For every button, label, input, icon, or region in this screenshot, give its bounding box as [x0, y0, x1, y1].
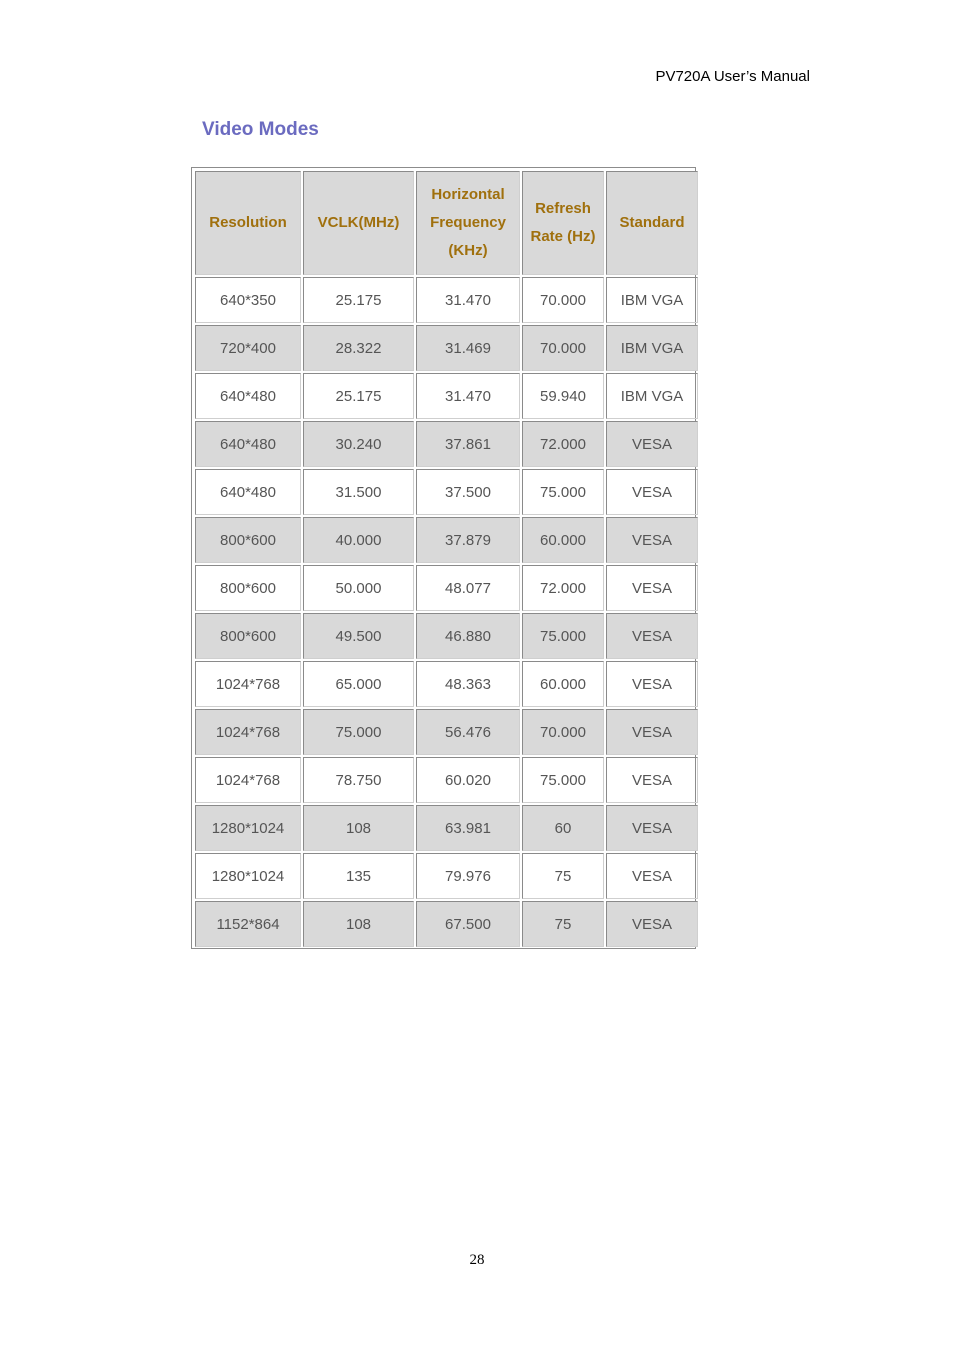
video-modes-table-frame — [191, 167, 696, 949]
cell-standard: VESA — [606, 613, 698, 659]
cell-refresh-rate: 75 — [522, 901, 604, 947]
column-header-vclk: VCLK(MHz) — [303, 171, 414, 275]
cell-vclk: 28.322 — [303, 325, 414, 371]
cell-horizontal-frequency: 60.020 — [416, 757, 520, 803]
cell-vclk: 50.000 — [303, 565, 414, 611]
cell-vclk: 108 — [303, 901, 414, 947]
cell-resolution: 1024*768 — [195, 661, 301, 707]
table-row — [195, 469, 698, 515]
table-row — [195, 853, 698, 899]
cell-resolution: 1280*1024 — [195, 805, 301, 851]
column-header-standard: Standard — [606, 171, 698, 275]
cell-vclk: 31.500 — [303, 469, 414, 515]
column-header-resolution: Resolution — [195, 171, 301, 275]
cell-refresh-rate: 70.000 — [522, 277, 604, 323]
cell-refresh-rate: 59.940 — [522, 373, 604, 419]
running-header: PV720A User’s Manual — [655, 68, 810, 85]
column-header-horizontal-frequency — [416, 171, 520, 275]
table-row — [195, 805, 698, 851]
page-number: 28 — [469, 1252, 485, 1268]
cell-standard: VESA — [606, 805, 698, 851]
cell-horizontal-frequency: 37.861 — [416, 421, 520, 467]
cell-resolution: 800*600 — [195, 565, 301, 611]
cell-standard: VESA — [606, 421, 698, 467]
cell-resolution: 640*350 — [195, 277, 301, 323]
cell-refresh-rate: 70.000 — [522, 709, 604, 755]
video-modes-table — [193, 169, 700, 949]
cell-refresh-rate: 75.000 — [522, 757, 604, 803]
cell-horizontal-frequency: 31.470 — [416, 277, 520, 323]
cell-refresh-rate: 60 — [522, 805, 604, 851]
cell-standard: VESA — [606, 661, 698, 707]
cell-resolution: 720*400 — [195, 325, 301, 371]
cell-refresh-rate: 70.000 — [522, 325, 604, 371]
table-row — [195, 373, 698, 419]
cell-standard: VESA — [606, 709, 698, 755]
cell-horizontal-frequency: 63.981 — [416, 805, 520, 851]
cell-horizontal-frequency: 31.470 — [416, 373, 520, 419]
table-header-row — [195, 171, 698, 275]
table-row — [195, 277, 698, 323]
cell-refresh-rate: 72.000 — [522, 565, 604, 611]
column-header-refresh-rate — [522, 171, 604, 275]
table-row — [195, 565, 698, 611]
table-body — [195, 277, 698, 947]
cell-resolution: 1152*864 — [195, 901, 301, 947]
table-row — [195, 613, 698, 659]
cell-resolution: 800*600 — [195, 613, 301, 659]
cell-resolution: 640*480 — [195, 373, 301, 419]
cell-horizontal-frequency: 48.077 — [416, 565, 520, 611]
cell-vclk: 75.000 — [303, 709, 414, 755]
cell-vclk: 25.175 — [303, 277, 414, 323]
cell-vclk: 40.000 — [303, 517, 414, 563]
column-header-label: Horizontal Frequency (KHz) — [430, 186, 506, 259]
cell-standard: IBM VGA — [606, 277, 698, 323]
table-row — [195, 517, 698, 563]
cell-horizontal-frequency: 37.500 — [416, 469, 520, 515]
cell-vclk: 78.750 — [303, 757, 414, 803]
cell-standard: VESA — [606, 757, 698, 803]
section-title: Video Modes — [202, 119, 319, 140]
cell-vclk: 65.000 — [303, 661, 414, 707]
cell-horizontal-frequency: 31.469 — [416, 325, 520, 371]
table-row — [195, 661, 698, 707]
table-row — [195, 901, 698, 947]
table-row — [195, 757, 698, 803]
cell-horizontal-frequency: 79.976 — [416, 853, 520, 899]
cell-refresh-rate: 75.000 — [522, 469, 604, 515]
cell-refresh-rate: 60.000 — [522, 517, 604, 563]
cell-horizontal-frequency: 56.476 — [416, 709, 520, 755]
cell-standard: VESA — [606, 565, 698, 611]
cell-vclk: 49.500 — [303, 613, 414, 659]
cell-standard: VESA — [606, 901, 698, 947]
cell-vclk: 135 — [303, 853, 414, 899]
cell-vclk: 25.175 — [303, 373, 414, 419]
cell-refresh-rate: 75.000 — [522, 613, 604, 659]
cell-horizontal-frequency: 37.879 — [416, 517, 520, 563]
cell-resolution: 1280*1024 — [195, 853, 301, 899]
cell-standard: IBM VGA — [606, 325, 698, 371]
cell-resolution: 1024*768 — [195, 757, 301, 803]
table-row — [195, 709, 698, 755]
cell-standard: VESA — [606, 517, 698, 563]
cell-refresh-rate: 60.000 — [522, 661, 604, 707]
cell-refresh-rate: 72.000 — [522, 421, 604, 467]
cell-resolution: 1024*768 — [195, 709, 301, 755]
cell-vclk: 108 — [303, 805, 414, 851]
cell-vclk: 30.240 — [303, 421, 414, 467]
cell-standard: VESA — [606, 853, 698, 899]
cell-horizontal-frequency: 46.880 — [416, 613, 520, 659]
cell-standard: IBM VGA — [606, 373, 698, 419]
table-row — [195, 325, 698, 371]
cell-resolution: 640*480 — [195, 421, 301, 467]
cell-refresh-rate: 75 — [522, 853, 604, 899]
cell-standard: VESA — [606, 469, 698, 515]
cell-horizontal-frequency: 48.363 — [416, 661, 520, 707]
cell-resolution: 800*600 — [195, 517, 301, 563]
cell-resolution: 640*480 — [195, 469, 301, 515]
column-header-label: Refresh Rate (Hz) — [530, 200, 596, 245]
cell-horizontal-frequency: 67.500 — [416, 901, 520, 947]
table-row — [195, 421, 698, 467]
